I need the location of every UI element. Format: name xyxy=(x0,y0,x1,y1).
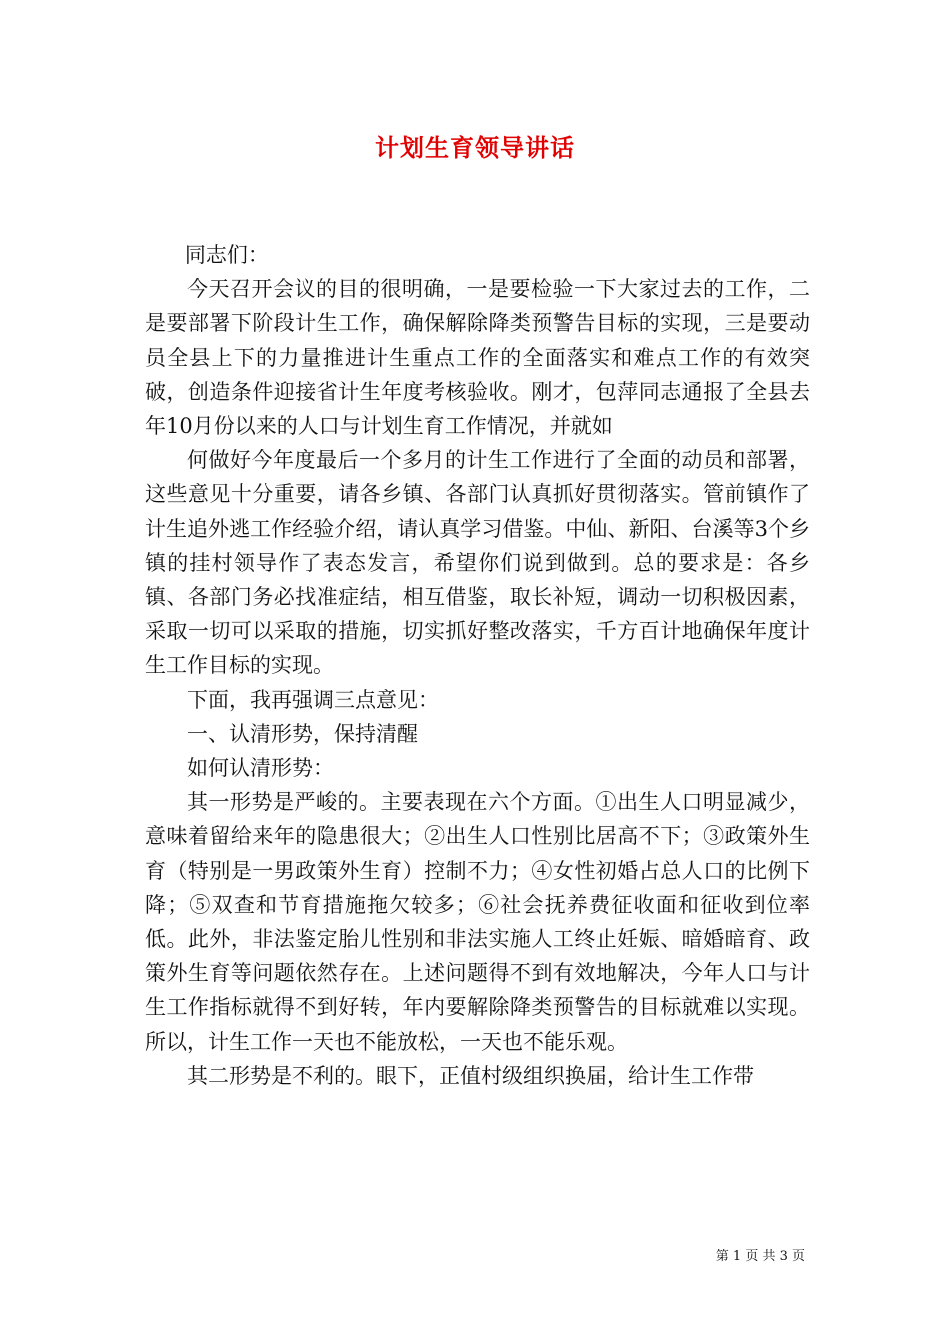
paragraph-3: 下面，我再强调三点意见： xyxy=(187,687,439,712)
document-body xyxy=(145,238,810,1093)
paragraph-6: 其一形势是严峻的。主要表现在六个方面。①出生人口明显减少，意味着留给来年的隐患很大；②出生人口性别比居高不下；③政策外生育（特别是一男政策外生育）控制不力；④女性初婚占总人口的比例下降；⑤双查和节育措施拖欠较多；⑥社会抚养费征收面和征收到位率低。此外，非法鉴定胎儿性别和非法实施人工终止妊娠、暗婚暗育、政策外生育等问题依然存在。上述问题得不到有效地解决，今年人口与计生工作指标就得不到好转，年内要解除降类预警告的目标就难以实现。所以，计生工作一天也不能放松，一天也不能乐观。 xyxy=(145,790,810,1054)
paragraph-1: 今天召开会议的目的很明确，一是要检验一下大家过去的工作，二是要部署下阶段计生工作，确保解除降类预警告目标的实现，三是要动员全县上下的力量推进计生重点工作的全面落实和难点工作的有效突破，创造条件迎接省计生年度考核验收。刚才，包萍同志通报了全县去年10月份以来的人口与计划生育工作情况，并就如 xyxy=(145,277,810,439)
paragraph-7: 其二形势是不利的。眼下，正值村级组织换届，给计生工作带 xyxy=(187,1063,754,1088)
document-title: 计划生育领导讲话 xyxy=(375,133,575,162)
salutation: 同志们： xyxy=(184,243,269,267)
section-heading-1: 一、认清形势，保持清醒 xyxy=(187,721,418,746)
paragraph-5: 如何认清形势： xyxy=(187,756,334,781)
page-number: 第 1 页 共 3 页 xyxy=(715,1249,805,1264)
paragraph-2: 何做好今年度最后一个多月的计生工作进行了全面的动员和部署，这些意见十分重要，请各乡镇、各部门认真抓好贯彻落实。管前镇作了计生追外逃工作经验介绍，请认真学习借鉴。中仙、新阳、台溪等3个乡镇的挂村领导作了表态发言，希望你们说到做到。总的要求是：各乡镇、各部门务必找准症结，相互借鉴，取长补短，调动一切积极因素，采取一切可以采取的措施，切实抓好整改落实，千方百计地确保年度计生工作目标的实现。 xyxy=(145,448,810,678)
